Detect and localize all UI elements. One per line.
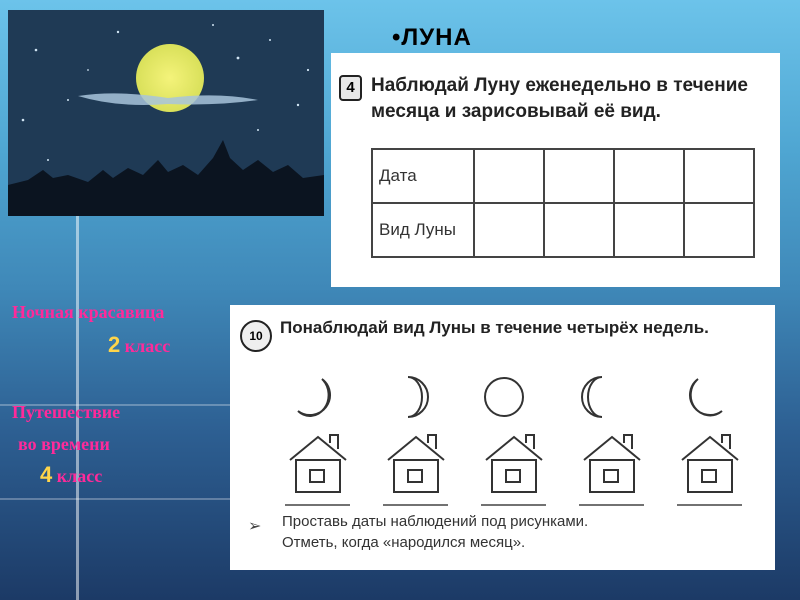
house-icon [682, 435, 738, 492]
grade-number: 4 [40, 462, 53, 487]
label-in-time: во времени [18, 434, 110, 454]
label-travel: Путешествие [12, 402, 121, 422]
row-label-date: Дата [372, 149, 474, 203]
table-cell[interactable] [544, 203, 614, 257]
label-night-beauty: Ночная красавица [12, 302, 165, 322]
waning-crescent-thin-icon [690, 379, 722, 415]
slide-title: •ЛУНА [392, 24, 472, 51]
workbook-card-bottom [230, 305, 775, 570]
grade-word: класс [120, 336, 171, 356]
decorative-line-2 [0, 498, 230, 500]
task-text-top: Наблюдай Луну еженедельно в течение месяца и зарисовывай её вид. [371, 75, 748, 122]
arrow-icon: ➢ [248, 518, 262, 535]
house-icon [584, 435, 640, 492]
grade-label-2 [108, 332, 170, 358]
night-sky-illustration [8, 10, 324, 216]
table-cell[interactable] [684, 203, 754, 257]
grade-word: класс [52, 466, 103, 486]
house-icon [290, 435, 346, 492]
grade-number: 2 [108, 332, 121, 357]
table-cell[interactable] [474, 203, 544, 257]
full-moon-icon [485, 378, 523, 416]
observation-table [371, 148, 755, 258]
table-cell[interactable] [684, 149, 754, 203]
table-cell[interactable] [474, 149, 544, 203]
table-cell[interactable] [614, 203, 684, 257]
task-text-bottom: Понаблюдай вид Луны в течение четырёх недель. [280, 318, 709, 337]
instructions [282, 511, 762, 553]
row-label-moon-view: Вид Луны [372, 203, 474, 257]
instruction-line-1: Проставь даты наблюдений под рисунками. [282, 513, 589, 530]
grade-label-4 [40, 462, 102, 488]
instruction-line-2: Отметь, когда «народился месяц». [282, 534, 526, 551]
task-number-badge: 4 [339, 75, 362, 101]
crescent-icon [408, 377, 428, 417]
moon-phase-figures [230, 365, 775, 515]
workbook-card-top [331, 53, 780, 287]
table-cell[interactable] [614, 149, 684, 203]
task-number-badge: 10 [240, 320, 272, 352]
waxing-crescent-icon [298, 379, 330, 416]
waning-crescent-icon [582, 377, 602, 417]
house-icon [388, 435, 444, 492]
table-cell[interactable] [544, 149, 614, 203]
house-icon [486, 435, 542, 492]
